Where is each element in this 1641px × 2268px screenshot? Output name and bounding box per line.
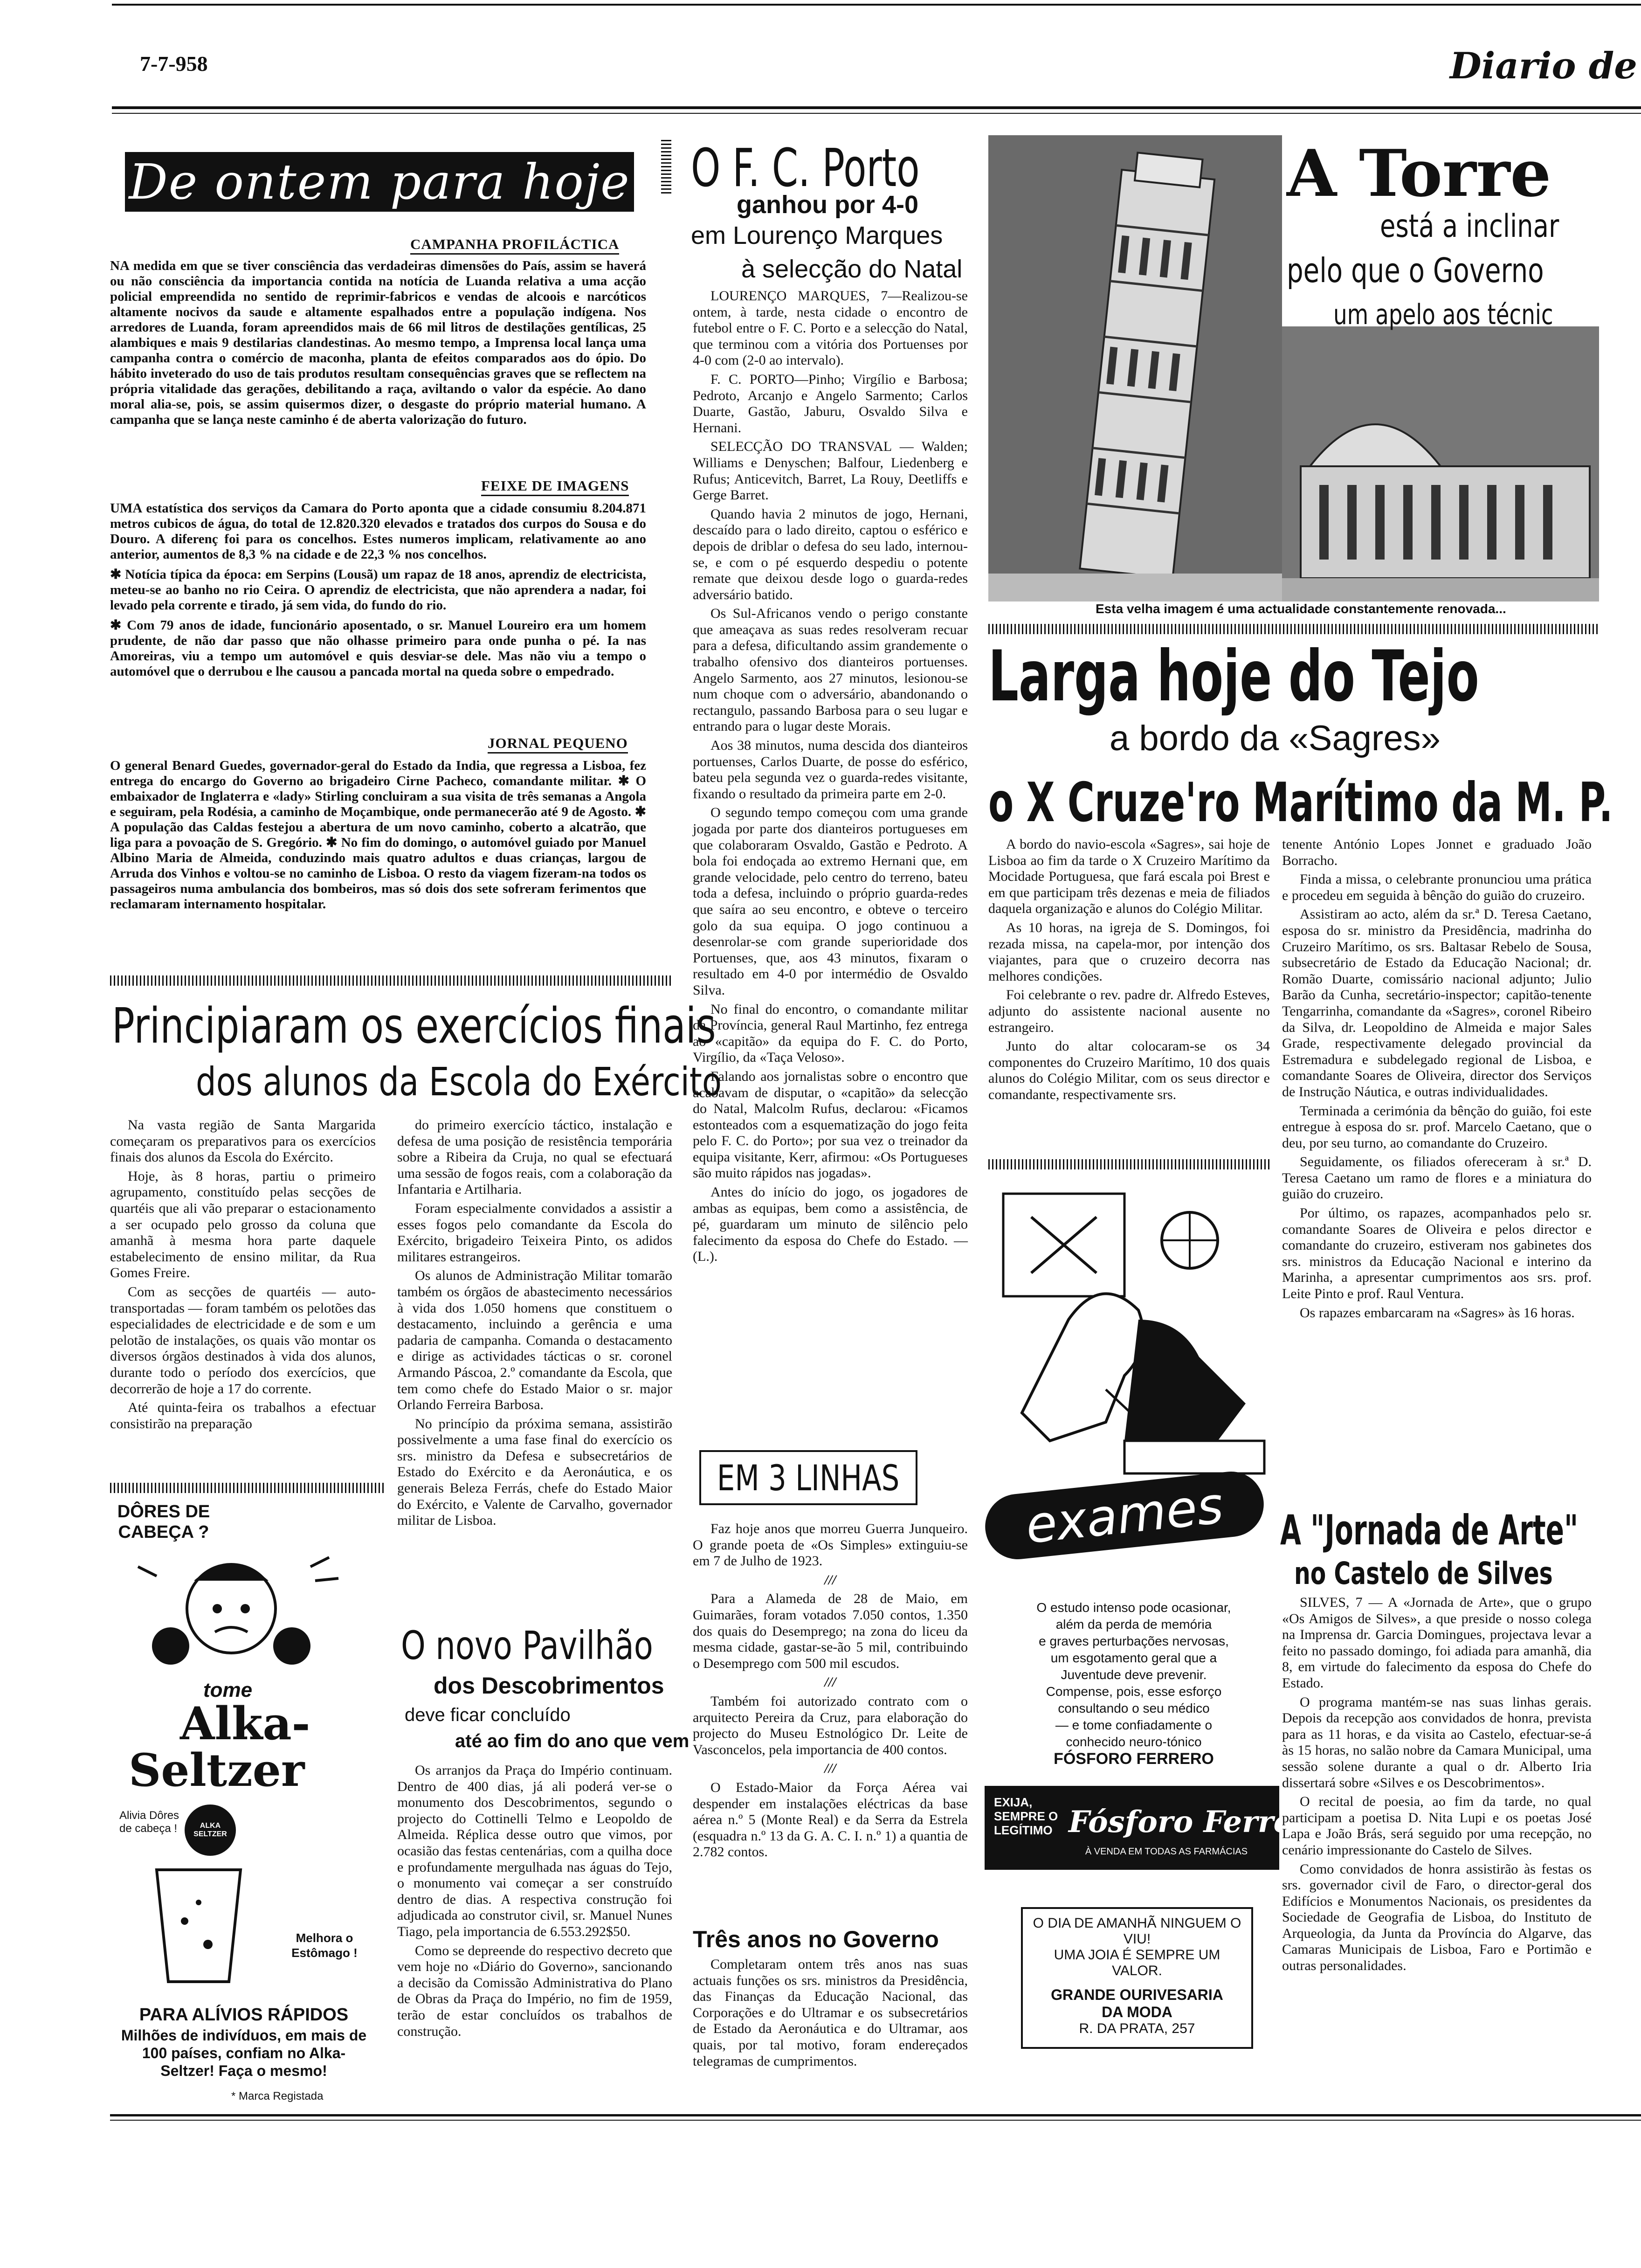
porto-sub1: ganhou por 4-0: [737, 191, 918, 219]
torre-l3: pelo que o Governo: [1287, 251, 1544, 290]
fosforo-ferrero-ad: [985, 1180, 1328, 1926]
ad-bottom-text: Milhões de indivíduos, em mais de 100 países, confiam no Alka-Seltzer! Faça o mesmo!: [121, 2027, 367, 2079]
paper-name: Diario de: [1450, 45, 1637, 87]
sagres-col1: A bordo do navio-escola «Sagres», sai hoje de Lisboa ao fim da tarde o X Cruzeiro Marítimo da Mocidade Portuguesa, que fará escala poi Brest e em que participam três dezenas e meia de filiados daquela organização e alunos do Colégio Militar. As 10 horas, na igreja de S. Domingos, foi rezada missa, na capela-mor, por intenção dos viajantes, para que o cruzeiro decorra nas melhores condições. Foi celebrante o rev. padre dr. Alfredo Esteves, adjunto do assistente nacional ausente no estrangeiro. Junto do altar colocaram-se os 34 componentes do Cruzeiro Marítimo, 10 dos quais alunos do Colégio Militar, com os seus director e comandante, respectivamente srs.: [988, 837, 1270, 1102]
photo-caption: Esta velha imagem é uma actualidade constantemente renovada...: [1096, 602, 1506, 616]
top-rule: [112, 4, 1641, 6]
governo-body: Completaram ontem três anos nas suas actuais funções os srs. ministros da Presidência, das Finanças da Educação Nacional, das Corporações e do Ultramar e os subsecretários de Estado da Aeronáutica e do Ultramar, aos quais, por tal motivo, foram endereçados telegramas de cumprimentos.: [693, 1957, 968, 2069]
linhas-body: Faz hoje anos que morreu Guerra Junqueiro. O grande poeta de «Os Simples» extinguiu-se em 7 de Julho de 1923. /// Para a Alameda de 28 de Maio, em Guimarães, foram votados 7.050 contos, 1.350 dos quais do Desemprego; na zona do liceu da mesma cidade, gastar-se-ão 5 mil, contribuindo o Desemprego com 500 mil escudos. /// Também foi autorizado contrato com o arquitecto Pereira da Cruz, para elaboração do projecto do Museu Estnológico Dr. Leite de Vasconcelos, pela importancia de 400 contos. /// O Estado-Maior da Força Aérea vai despender em instalações eléctricas da base aérea n.º 5 (Monte Real) e da Serra da Estrela (esquadra n.º 13 da G. A. C. I. n.º 1) a quantia de 2.782 contos.: [693, 1521, 968, 1860]
article-feixe: UMA estatística dos serviços da Camara do Porto aponta que a cidade consumiu 8.204.871 metros cubicos de água, do total de 12.820.320 elevados e tratados dos curpos do Sousa e do Douro. A diferenç foi para os concelhos. Estes numeros implicam, relativamente ao ano anterior, aumentos de 8,3 % na cidade e de 22,3 % nos concelhos. ✱ Notícia típica da época: em Serpins (Lousã) um rapaz de 18 anos, aprendiz de electricista, meteu-se ao banho no rio Ceira. O aprendiz de electricista, que não aprendera a nadar, foi levado pela corrente e tirado, já sem vida, do fundo do rio. ✱ Com 79 anos de idade, funcionário aposentado, o sr. Manuel Loureiro era um homem prudente, de não dar passo que não olhasse primeiro para onde punha o pé. Ia nas Amoreiras, viu a tempo um automóvel e quis desviar-se dele. Mas não viu a tempo o automóvel que o derrubou e lhe causou a pancada mortal na queda sobre o empedrado.: [110, 501, 646, 679]
porto-title: O F. C. Porto: [691, 138, 920, 199]
ad-exija: EXIJA, SEMPRE O LEGÍTIMO: [994, 1795, 1058, 1837]
article-jornal-pequeno: O general Benard Guedes, governador-geral do Estado da India, que regressa a Lisboa, fez entrega do encargo do Governo ao brigadeiro Cirne Pacheco, comandante militar. ✱ O embaixador de Inglaterra e «lady» Stirling concluiram a sua visita de três semanas a Angola e seguiram, pela Rodésia, a caminho de Moçambique, onde permanecerão até 9 de Agosto. ✱ A população das Caldas festejou a abertura de um novo caminho, coberto a alcatrão, que liga para a povoação de S. Gregório. ✱ No fim do domingo, o automóvel guiado por Manuel Albino Maria de Almeida, conduzindo mais quatro adultos e duas crianças, largou de Arruda dos Vinhos e voltou-se no caminho de Lisboa. O resto da viagem fizeram-na todos os passageiros numa ambulancia dos bombeiros, mas só dois dos sete sofreram ferimentos que reclamaram internamento hospitalar.: [110, 758, 646, 912]
sagres-h2: a bordo da «Sagres»: [1110, 719, 1441, 758]
exercicios-col1: Na vasta região de Santa Margarida começaram os preparativos para os exercícios finais dos alunos da Escola do Exército. Hoje, às 8 horas, partiu o primeiro agrupamento, constituído pelas secções de quartéis que ali vão preparar o estacionamento a ser ocupado pelo grosso da coluna que amanhã à mesma hora parte daquele estabelecimento de ensino militar, da Rua Gomes Freire. Com as secções de quartéis — auto-transportadas — foram também os pelotões das especialidades de electricidade e de som e um pelotão de instalações, os quais vão montar os diversos órgãos destinados à vida dos alunos, durante todo o período dos exercícios, que decorrerão de hoje a 17 do corrente. Até quinta-feira os trabalhos a efectuar consistirão na preparação: [110, 1117, 376, 1431]
jornada-body: SILVES, 7 — A «Jornada de Arte», que o grupo «Os Amigos de Silves», a que preside o nosso colega na Imprensa dr. Garcia Domingues, projectava levar a feito no passado domingo, foi adiada para amanhã, dia 8, em virtude do falecimento da esposa do Chefe do Estado. O programa mantém-se nas suas linhas gerais. Depois da recepção aos convidados de honra, prevista para as 11 horas, e da visita ao Castelo, efectuar-se-á às 15 horas, no salão nobre da Camara Municipal, uma sessão solene durante a qual o dr. Alberto Iria dissertará sobre «Silves e os Descobrimentos». O recital de poesia, ao fim da tarde, no qual participam a poetisa D. Nita Lupi e os poetas José Lapa e João Brás, será seguido por uma recepção, no cenário impressionante do Castelo de Silves. Como convidados de honra assistirão às festas os srs. governador civil de Faro, o director-geral dos Edifícios e Monumentos Nacionais, os presidentes da Sociedade de Geografia de Lisboa, do Instituto de Arqueologia, da Junta da Província do Algarve, das Camaras Municipais de Lisboa, Faro e Portimão e outras personalidades.: [1282, 1595, 1592, 1974]
ad-badge: ALKA SELTZER: [185, 1805, 236, 1856]
separator: [988, 624, 1599, 634]
headline-2: dos alunos da Escola do Exército: [196, 1059, 722, 1105]
porto-sub3: à selecção do Natal: [741, 255, 963, 283]
separator: [988, 1159, 1270, 1169]
ad-brand-2: Seltzer: [129, 1744, 305, 1797]
headline: Principiaram os exercícios finais: [112, 997, 716, 1054]
masthead-rule-thin: [112, 113, 1641, 114]
exercicios-col2: do primeiro exercício táctico, instalação e defesa de uma posição de resistência temporária sobre a Ribeira da Cruja, no qual se efectuará uma sessão de fogos reais, com a colaboração da Infantaria e Artilharia. Foram especialmente convidados a assistir a esses fogos pelo comandante da Escola do Exército, brigadeiro Teixeira Pinto, os adidos militares estrangeiros. Os alunos de Administração Militar tomarão também os órgãos de abastecimento necessários à vida dos 1.050 homens que constituem o destacamento, incluindo a gerência e uma padaria de campanha. Comanda o destacamento e dirige as actividades tácticas o sr. coronel Armando Páscoa, 2.º comandante da Escola, que tem como chefe do Estado Maior o sr. major Orlando Ferreira Barbosa. No princípio da próxima semana, assistirão possivelmente a uma fase final do exercício os srs. ministro da Defesa e subsecretários de Estado do Exército e da Aeronáutica, e os generais Beleza Ferrás, chefe do Estado Maior do Exército, e Valente de Carvalho, governador militar de Lisboa.: [397, 1117, 672, 1528]
torre-l2: está a inclinar: [1380, 208, 1559, 245]
section-head: JORNAL PEQUENO: [488, 735, 628, 752]
headache-figure-icon: [110, 1539, 378, 1679]
linhas-title-box: EM 3 LINHAS: [699, 1450, 917, 1505]
porto-body: LOURENÇO MARQUES, 7—Realizou-se ontem, à tarde, nesta cidade o encontro de futebol entre o F. C. Porto e a selecção do Natal, que terminou com a vitória dos Portuenses por 4-0 com (2-0 ao intervalo). F. C. PORTO—Pinho; Virgílio e Barbosa; Pedroto, Arcanjo e Angelo Sarmento; Carlos Duarte, Gastão, Jaburu, Osvaldo Silva e Hernani. SELECÇÃO DO TRANSVAL — Walden; Williams e Denyschen; Balfour, Liedenberg e Rufus; Anticevitch, Barret, La Rouy, Deetliffs e Gerge Barret. Quando havia 2 minutos de jogo, Hernani, descaído para o lado direito, captou o esférico e depois de driblar o defesa do seu lado, internou-se, e com o pé esquerdo despediu o potente remate que deixou desde logo o guarda-redes adversário batido. Os Sul-Africanos vendo o perigo constante que ameaçava as suas redes resolveram recuar para a defesa, dificultando assim grandemente o trabalho ofensivo dos dianteiros portuenses. Angelo Sarmento, aos 27 minutos, lesionou-se num choque com o adversário, abandonando o rectangulo, passando Barbosa para o seu lugar e entrando para o lugar deste Morais. Aos 38 minutos, numa descida dos dianteiros portuenses, Carlos Duarte, de posse do esférico, bateu pela segunda vez o guarda-redes visitante, fixando o resultado da primeira parte em 2-0. O segundo tempo começou com uma grande jogada por parte dos dianteiros portugueses em que colaboraram Osvaldo, Gastão e Pedroto. A bola foi endoçada ao extremo Hernani que, em grande velocidade, pelo centro do terreno, bateu toda a defesa, incluindo o próprio guarda-redes que saíra ao seu encontro, e obteve o terceiro golo da sua equipa. O jogo continuou a desenrolar-se com grande superioridade dos Portuenses, que, aos 43 minutos, fixaram o resultado em 4-0 por intermédio de Osvaldo Silva. No final do encontro, o comandante militar da Província, general Raul Martinho, fez entrega ao «capitão» da equipa do F. C. do Porto, Virgílio, da «Taça Veloso». Falando aos jornalistas sobre o encontro que acabavam de disputar, o «capitão» da selecção do Natal, Malcolm Rufus, declarou: «Ficamos estonteados com a esquematização do jogo feita pelo F. C. do Porto»; por sua vez o treinador da equipa visitante, Kerr, afirmou: «Os Portugueses são muito rápidos nas jogadas». Antes do início do jogo, os jogadores de ambas as equipas, bem como a assistência, de pé, guardaram um minuto de silêncio pelo falecimento da esposa do Chefe do Estado. — (L.).: [693, 288, 968, 1265]
ourivesaria-ad: O DIA DE AMANHÃ NINGUEM O VIU! UMA JOIA É SEMPRE UM VALOR. GRANDE OURIVESARIA DA MODA R. DA PRATA, 257: [1021, 1907, 1253, 2049]
ad-alivia: Alivia Dôres de cabeça !: [119, 1809, 179, 1835]
pavilhao-sub: dos Descobrimentos: [434, 1673, 664, 1699]
ad-brand: Fósforo Ferrero: [1069, 1805, 1328, 1839]
page-date: 7-7-958: [140, 52, 208, 76]
ad-copy: O estudo intenso pode ocasionar, além da perda de memória e graves perturbações nervosas, um esgotamento geral que a Juventude deve prevenir. Compense, pois, esse esforço consultando o seu médico — e tome confiadamente o conhecido neuro-tónico FÓSFORO FERRERO: [1036, 1600, 1231, 1768]
sagres-h3: o X Cruze'ro Marítimo da M. P.: [988, 771, 1613, 834]
ad-venda: À VENDA EM TODAS AS FARMÁCIAS: [1085, 1846, 1248, 1857]
ad-note: * Marca Registada: [231, 2090, 324, 2102]
pavilhao-body: Os arranjos da Praça do Império continuam. Dentro de 400 dias, já ali poderá ver-se o monumento dos Descobrimentos, segundo o projecto do Cottinelli Telmo e Leopoldo de Almeida. Réplica desse outro que vimos, por ocasião das festas centenárias, com a quilha doce e profundamente mergulhada nas águas do Tejo, o monumento vai começar a ser construído dentro de dias. A respectiva construção foi adjudicada ao construtor civil, sr. Manuel Nunes Tiago, pela importancia de 6.553.292$50. Como se depreende do respectivo decreto que vem hoje no «Diário do Governo», sancionando a decisão da Comissão Administrativa do Plano de Obras da Praça do Império, no fim de 1959, terão de estar concluídos os trabalhos de construção.: [397, 1763, 672, 2039]
sagres-h1: Larga hoje do Tejo: [988, 636, 1479, 717]
governo-title: Três anos no Governo: [693, 1926, 939, 1952]
cathedral-icon: [1282, 326, 1599, 602]
ad-brand-1: Alka-: [180, 1697, 310, 1750]
torre-l4: um apelo aos técnic: [1333, 298, 1553, 331]
section-banner: [125, 152, 634, 212]
torre-title: A Torre: [1287, 135, 1551, 211]
jornada-title: A "Jornada de Arte": [1280, 1506, 1579, 1554]
pavilhao-deck1: deve ficar concluído: [405, 1705, 571, 1725]
alka-seltzer-ad: [110, 1501, 378, 2103]
separator: [661, 140, 671, 196]
glass-icon: [147, 1865, 250, 1986]
ad-top-text: DÔRES DE CABEÇA ?: [117, 1502, 210, 1542]
exames-banner: exames: [982, 1468, 1267, 1563]
porto-sub2: em Lourenço Marques: [691, 221, 943, 249]
section-banner-text: De ontem para hoje: [129, 153, 630, 210]
separator: [110, 1483, 385, 1493]
torre-photo: [988, 135, 1282, 602]
section-head: CAMPANHA PROFILÁCTICA: [410, 236, 619, 253]
ad-melhora: Melhora o Estômago !: [291, 1931, 358, 1960]
jornada-sub: no Castelo de Silves: [1294, 1556, 1553, 1591]
ad-bottom-head: PARA ALÍVIOS RÁPIDOS: [139, 2005, 349, 2025]
cathedral-photo: [1282, 326, 1599, 602]
separator: [110, 975, 672, 986]
leaning-tower-icon: [988, 135, 1282, 602]
masthead-rule: [112, 106, 1641, 109]
bottom-rule-thin: [110, 2120, 1641, 2121]
article-campanha: NA medida em que se tiver consciência das verdadeiras dimensões do País, assim se haverá ou não consciência da importancia contida na notícia de Luanda relativa a uma acção policial empreendida no sentido de reprimir-fabricos e vendas de alcoois e narcóticos altamente nocivos da saude e altamente espalhados entre a população indígena. Nos arredores de Luanda, foram apreendidos mais de 66 mil litros de destilações gentílicas, 25 alambiques e mais 9 destilarias clandestinas. Ao mesmo tempo, a Imprensa local lança uma campanha contra o comércio de maconha, planta de efeitos comparados aos do ópio. Do hábito inveterado do uso de tais produtos resultam consequências graves que se reflectem na própria vitalidade das gerações, debilitando a raça, aviltando o valor da espécie. Ao dano moral alia-se, pois, se assim quisermos dizer, o desgaste do próprio material humano. A campanha que se lança neste caminho é de aberta valorização do futuro.: [110, 258, 646, 427]
pavilhao-title: O novo Pavilhão: [401, 1623, 653, 1668]
sagres-col2: tenente António Lopes Jonnet e graduado João Borracho. Finda a missa, o celebrante pronunciou uma prática e procedeu em seguida à bênção do guião do cruzeiro. Assistiram ao acto, além da sr.ª D. Teresa Caetano, esposa do sr. ministro da Presidência, madrinha do Cruzeiro Marítimo, os srs. Baltasar Rebelo de Sousa, subsecretário de Estado da Educação Nacional; dr. Romão Duarte, comissário nacional adjunto; Julio Barão da Cunha, secretário-inspector; capitão-tenente Tengarrinha, comandante da «Sagres», coronel Ribeiro da Silva, dr. Leopoldino de Almeida e major Sales Grade, respectivamente delegado provincial da Estremadura e subdelegado regional de Lisboa, e comandante Soares de Oliveira, director dos Serviços de Instrução Náutica, e outras individualidades. Terminada a cerimónia da bênção do guião, foi este entregue à esposa do sr. prof. Marcelo Caetano, que o deu, por seu turno, ao comandante do Cruzeiro. Seguidamente, os filiados ofereceram à sr.ª D. Teresa Caetano um ramo de flores e a miniatura do guião do cruzeiro. Por último, os rapazes, acompanhados pelo sr. comandante Soares de Oliveira e pelos director e comandante do cruzeiro, estiveram nos gabinetes dos srs. ministros da Educação Nacional e interino da Marinha, a apresentar cumprimentos aos srs. prof. Leite Pinto e prof. Raul Ventura. Os rapazes embarcaram na «Sagres» às 16 horas.: [1282, 837, 1592, 1321]
pavilhao-deck2: até ao fim do ano que vem: [455, 1731, 689, 1751]
bottom-rule: [110, 2114, 1641, 2116]
student-illustration-icon: [985, 1180, 1279, 1478]
ad-tome: tome: [203, 1679, 253, 1701]
section-head: FEIXE DE IMAGENS: [481, 477, 629, 494]
